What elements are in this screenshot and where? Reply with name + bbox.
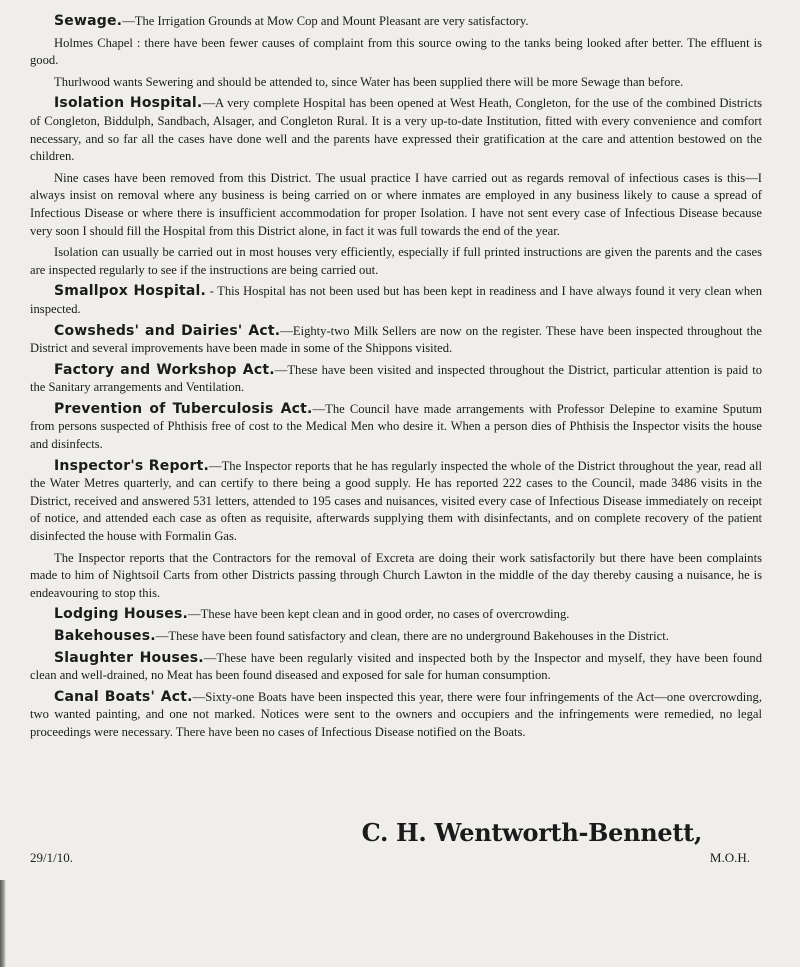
section-heading-lodging-houses: Lodging Houses. — [54, 606, 189, 623]
paragraph-contractors — [30, 550, 762, 603]
signature-block — [30, 818, 762, 868]
paragraph-text: —A very complete Hospital has been opened at West Heath, Congleton, for the use of the combined Districts of Congleton, Biddulph, Sandbach, Alsager, and Congleton Rural. It is a very up-to-date Institution, fitted with every convenience and comfort necessary, and so far all the cases have done well and the parents have expressed their gratification at the care and attention bestowed on the children. — [30, 96, 762, 164]
paragraph-smallpox-hospital — [30, 283, 762, 318]
paragraph-text: —Sixty-one Boats have been inspected this year, there were four infringements of the Act—one overcrowding, two wanted painting, and one not marked. Notices were sent to the owners and occupiers and the infringements were remedied, no legal proceedings were necessary. There have been no cases of Infectious Disease notified on the Boats. — [30, 689, 762, 739]
paragraph-text: —Eighty-two Milk Sellers are now on the register. These have been inspected throughout the District and several improvements have been made in some of the Shippons visited. — [30, 323, 762, 356]
page-edge-shadow — [0, 880, 6, 967]
paragraph-factory-workshop — [30, 362, 762, 397]
section-heading-cowsheds-dairies: Cowsheds' and Dairies' Act. — [54, 322, 281, 339]
paragraph-text: —The Irrigation Grounds at Mow Cop and Mount Pleasant are very satisfactory. — [122, 14, 529, 28]
paragraph-cowsheds-dairies — [30, 323, 762, 358]
paragraph-text: Holmes Chapel : there have been fewer causes of complaint from this source owing to the tanks being looked after better. The effluent is good. — [30, 35, 762, 68]
section-heading-factory-workshop: Factory and Workshop Act. — [54, 361, 275, 378]
section-heading-tuberculosis: Prevention of Tuberculosis Act. — [54, 400, 313, 417]
paragraph-inspector-report — [30, 458, 762, 546]
report-body — [30, 13, 762, 742]
paragraph-isolation-hospital — [30, 95, 762, 165]
paragraph-bakehouses — [30, 628, 762, 646]
paragraph-slaughter-houses — [30, 650, 762, 685]
paragraph-holmes-chapel — [30, 35, 762, 70]
section-heading-canal-boats: Canal Boats' Act. — [54, 688, 193, 705]
paragraph-canal-boats — [30, 689, 762, 742]
paragraph-text: Nine cases have been removed from this District. The usual practice I have carried out as regards removal of infectious cases is this—I always insist on removal where any business is being carried on or where inmates are employed in any business likely to cause a spread of Infectious Disease or where there is insufficient accommodation for proper Isolation. I have not sent every case of Infectious Disease because very soon I should fill the Hospital from this District alone, in fact it was full towards the end of the year. — [30, 170, 762, 238]
section-heading-bakehouses: Bakehouses. — [54, 628, 156, 644]
paragraph-tuberculosis — [30, 401, 762, 454]
paragraph-text: —These have been kept clean and in good order, no cases of overcrowding. — [188, 607, 570, 622]
paragraph-text: —The Inspector reports that he has regularly inspected the whole of the District throughout the year, read all the Water Metres quarterly, and can certify to there being a good supply. He has reported 222 cases to the Council, made 3486 visits in the District, received and answered 531 letters, attended to 195 cases and nuisances, visited every case of Infectious Disease immediately on receipt of notice, and attended each case as often as requisite, afterwards supplying them with disinfectants, and on complete recovery of the patient disinfected the house with Formalin Gas. — [30, 458, 762, 544]
paragraph-text: The Inspector reports that the Contractors for the removal of Excreta are doing their work satisfactorily but there have been complaints made to him of Nightsoil Carts from other Districts passing through Church Lawton in the middle of the day thereby causing a nuisance, he is endeavouring to stop this. — [30, 550, 762, 600]
paragraph-text: Isolation can usually be carried out in most houses very efficiently, especially if full printed instructions are given the parents and the cases are inspected regularly to see if the instructions are being carried out. — [30, 245, 762, 277]
section-heading-sewage: Sewage. — [54, 13, 123, 29]
section-heading-smallpox-hospital: Smallpox Hospital. — [54, 283, 207, 300]
paragraph-sewage — [30, 13, 762, 31]
paragraph-text: —The Council have made arrangements with Professor Delepine to examine Sputum from persons suspected of Phthisis free of cost to the Medical Men who desire it. When a person dies of Phthisis the Inspector visits the house and disinfects. — [30, 401, 762, 452]
paragraph-isolation-houses — [30, 244, 762, 279]
signature-name: C. H. Wentworth-Bennett, — [361, 818, 702, 847]
paragraph-text: - This Hospital has not been used but has been kept in readiness and I have always found it very clean when inspected. — [30, 284, 762, 316]
paragraph-lodging-houses — [30, 606, 762, 624]
paragraph-text: —These have been found satisfactory and clean, there are no underground Bakehouses in the District. — [155, 629, 669, 643]
paragraph-text: Thurlwood wants Sewering and should be attended to, since Water has been supplied there will be more Sewage than before. — [54, 74, 684, 89]
paragraph-thurlwood — [30, 74, 762, 92]
section-heading-inspector-report: Inspector's Report. — [54, 457, 210, 474]
section-heading-isolation-hospital: Isolation Hospital. — [54, 95, 203, 112]
paragraph-text: —These have been regularly visited and inspected both by the Inspector and myself, they have been found clean and well-drained, no Meat has been found diseased and exposed for sale for human consumption. — [30, 650, 763, 683]
paragraph-removal-cases — [30, 170, 762, 240]
report-date: 29/1/10. — [30, 850, 73, 865]
signature-title: M.O.H. — [709, 850, 750, 865]
paragraph-text: —These have been visited and inspected throughout the District, particular attention is paid to the Sanitary arrangements and Ventilation. — [30, 362, 763, 395]
section-heading-slaughter-houses: Slaughter Houses. — [54, 649, 204, 666]
